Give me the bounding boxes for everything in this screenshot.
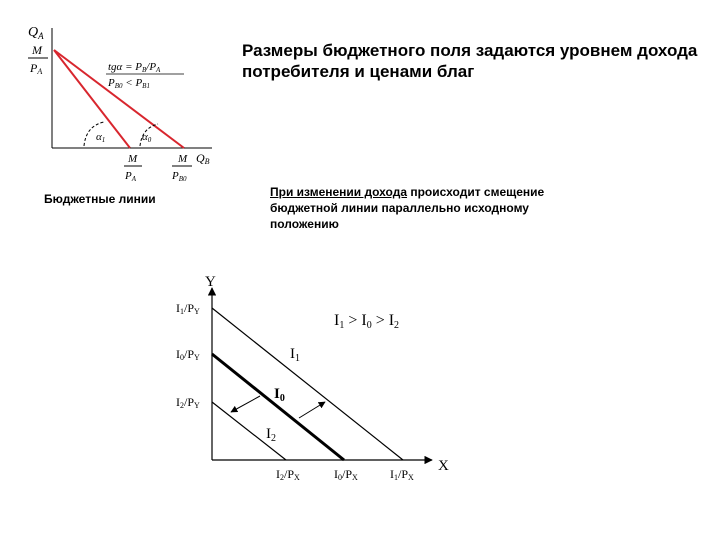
shift-up-arrow [299,402,325,418]
line-label-I0: $I_0$ [274,386,285,404]
left-budget-diagram [28,25,212,183]
right-y-axis-label: Y [205,274,216,290]
budget-line-I0 [212,354,344,460]
formula-tangent: tgα = PB/PA [108,61,161,74]
left-diagram-caption: Бюджетные линии [44,192,156,206]
x-label-I1: I1/PX [390,467,414,482]
x-label-I0: I0/PX [334,467,358,482]
y-intercept-numerator: M [32,43,42,57]
x-intercept-1-denominator: PA [125,170,137,183]
x-intercept-0-numerator: M [178,153,188,165]
angle-label-1: α1 [96,131,106,144]
y-label-I1: I1/PY [176,301,200,316]
y-intercept-denominator: PA [30,61,43,76]
right-x-axis-label: X [438,458,449,474]
x-label-I2: I2/PX [276,467,300,482]
line-label-I2: $I_2$ [266,426,276,444]
budget-line-I1 [212,308,403,460]
x-intercept-1-numerator: M [128,153,138,165]
right-budget-diagram [176,274,449,482]
formula-price-compare: PB0 < PB1 [108,77,150,90]
shift-down-arrow [231,396,260,412]
left-y-axis-label: $Q_A$ [28,25,44,41]
angle-label-0: α0 [142,131,152,144]
note-rest: происходит смещение бюджетной линии параллельно исходному положению [270,185,545,231]
income-relation: I1 > I0 > I2 [334,312,400,331]
budget-line-I2 [212,402,286,460]
line-label-I1: $I_1$ [290,346,300,364]
x-intercept-0-denominator: PB0 [172,170,187,183]
note-underlined: При изменении дохода [270,185,408,199]
y-label-I0: I0/PY [176,347,200,362]
y-label-I2: I2/PY [176,395,200,410]
slide-title: Размеры бюджетного поля задаются уровнем дохода потребителя и ценами благ [242,41,698,81]
left-x-axis-label: QB [196,151,210,166]
